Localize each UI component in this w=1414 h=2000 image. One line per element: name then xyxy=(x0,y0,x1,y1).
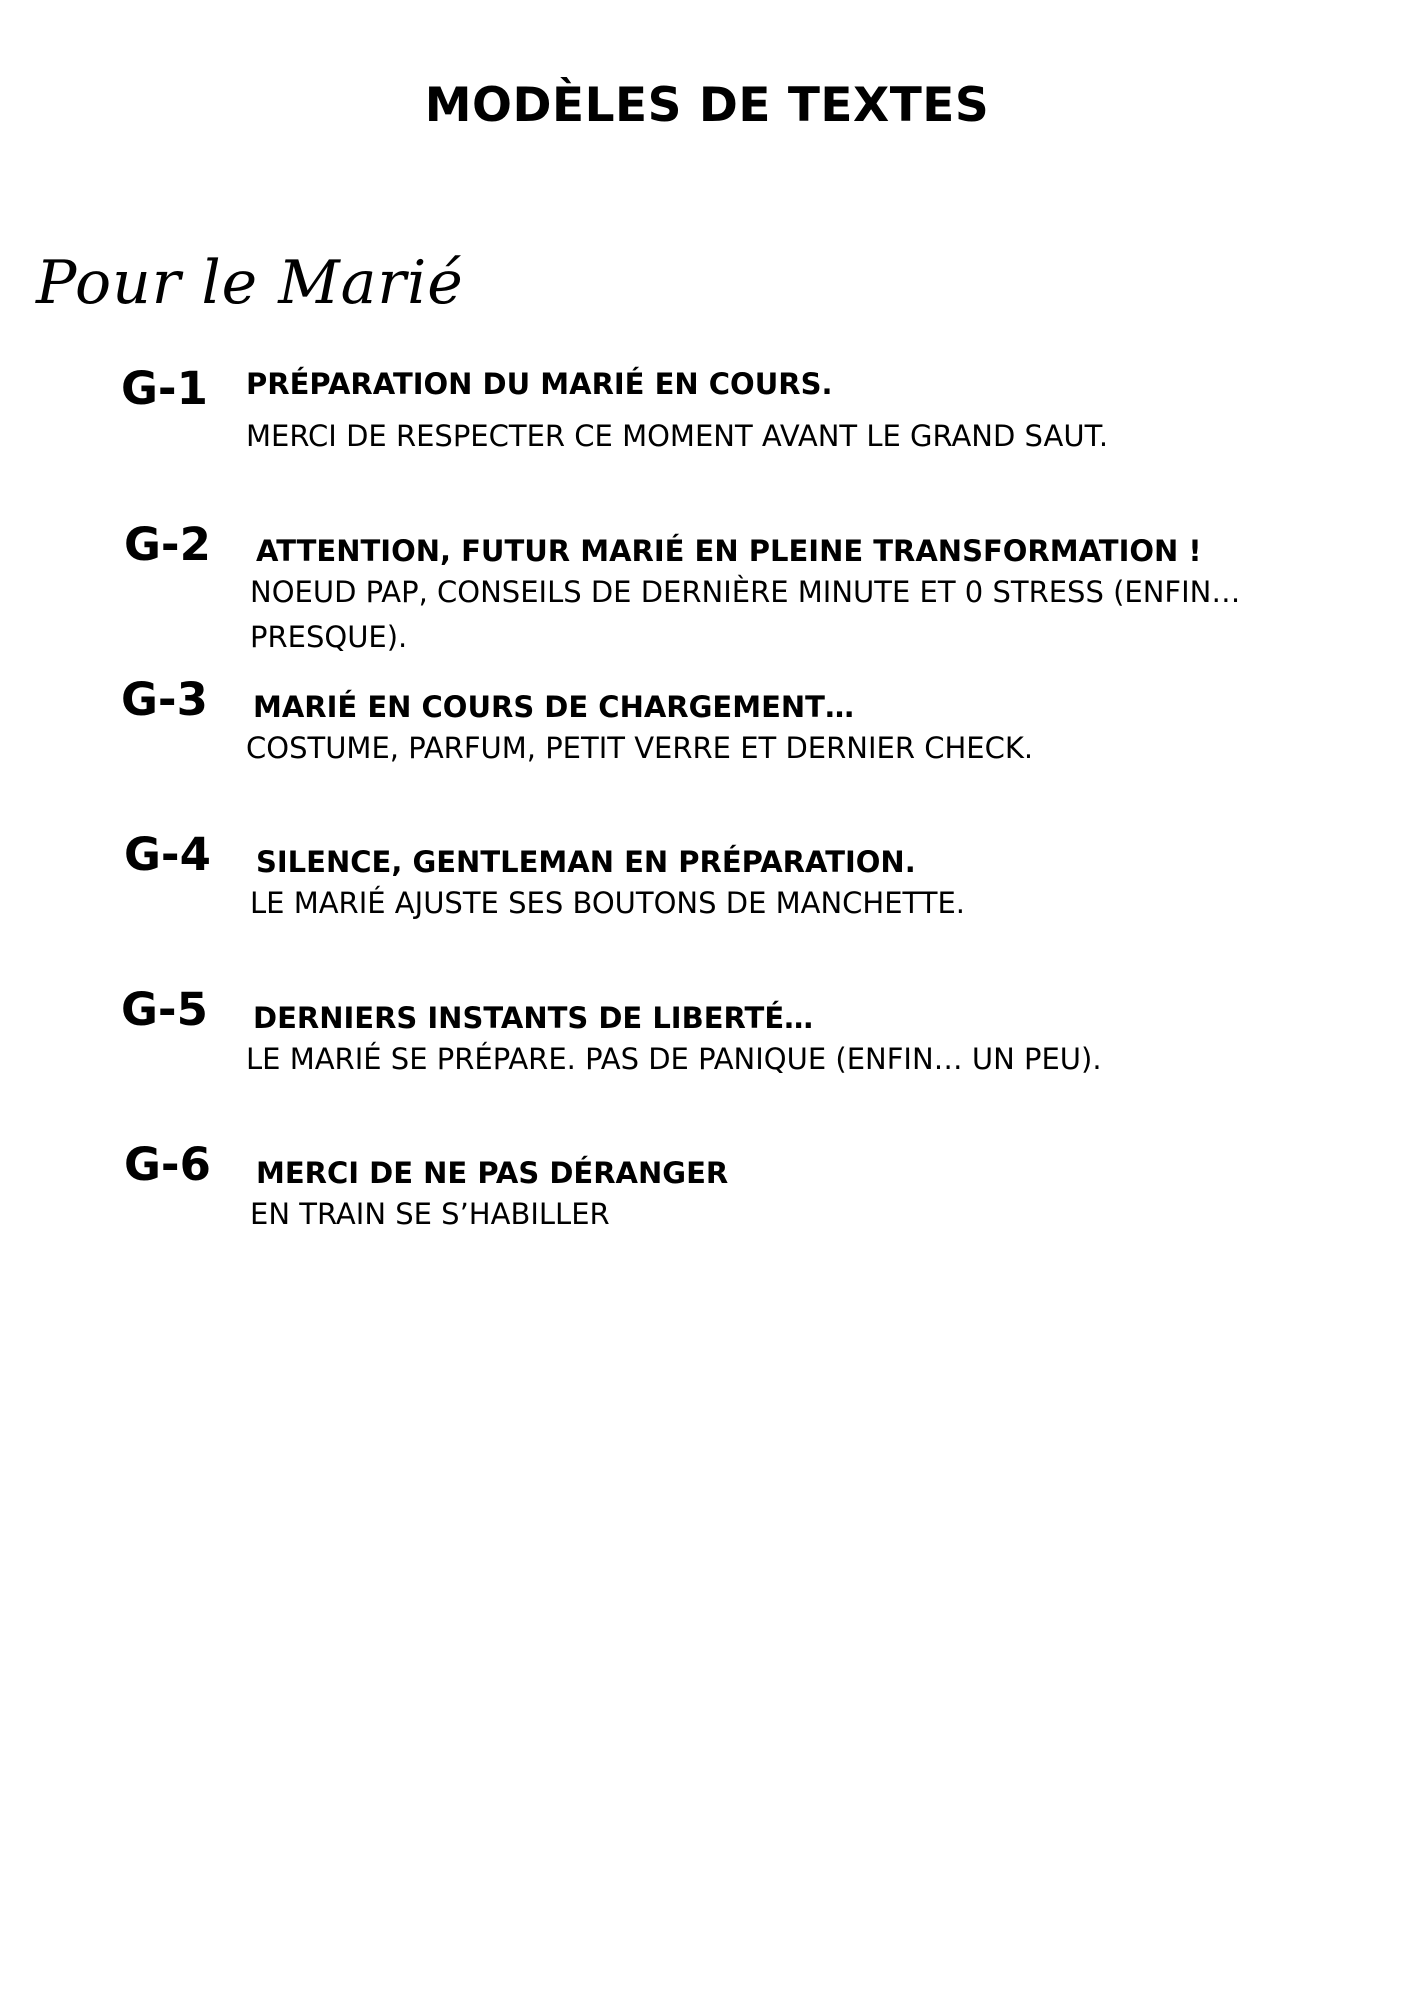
page-title: MODÈLES DE TEXTES xyxy=(424,78,990,133)
entry-description: LE MARIÉ AJUSTE SES BOUTONS DE MANCHETTE. xyxy=(250,886,966,920)
entry-headline: SILENCE, GENTLEMAN EN PRÉPARATION. xyxy=(256,845,916,879)
entry-code: G-4 xyxy=(124,828,211,881)
entry-code: G-3 xyxy=(121,673,208,726)
entry-headline: MARIÉ EN COURS DE CHARGEMENT… xyxy=(253,690,854,724)
entry-headline: MERCI DE NE PAS DÉRANGER xyxy=(256,1156,729,1190)
section-title: Pour le Marié xyxy=(36,248,464,318)
entry-headline: ATTENTION, FUTUR MARIÉ EN PLEINE TRANSFORMATION ! xyxy=(256,534,1202,568)
entry-headline: DERNIERS INSTANTS DE LIBERTÉ… xyxy=(253,1001,814,1035)
entry-code: G-5 xyxy=(121,983,208,1036)
entry-description: LE MARIÉ SE PRÉPARE. PAS DE PANIQUE (ENFIN… UN PEU). xyxy=(246,1042,1102,1076)
entry-code: G-1 xyxy=(121,362,208,415)
entry-description: NOEUD PAP, CONSEILS DE DERNIÈRE MINUTE ET 0 STRESS (ENFIN… PRESQUE). xyxy=(250,575,1241,654)
entry-description: MERCI DE RESPECTER CE MOMENT AVANT LE GRAND SAUT. xyxy=(246,419,1109,453)
entry-headline: PRÉPARATION DU MARIÉ EN COURS. xyxy=(246,367,833,401)
entry-description: COSTUME, PARFUM, PETIT VERRE ET DERNIER CHECK. xyxy=(246,731,1034,765)
entry-code: G-2 xyxy=(124,518,211,571)
entry-code: G-6 xyxy=(124,1138,211,1191)
entry-description: EN TRAIN SE S’HABILLER xyxy=(250,1197,610,1231)
